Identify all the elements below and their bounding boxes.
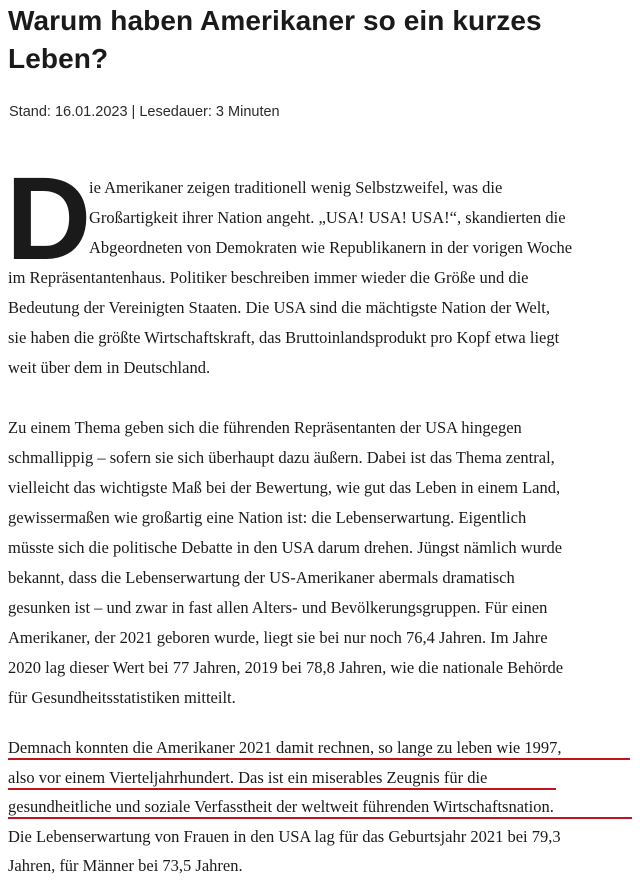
red-underline [8, 817, 632, 819]
text-line: für Gesundheitsstatistiken mitteilt. [8, 688, 236, 707]
text-line: bekannt, dass die Lebenserwartung der US-Amerikaner abermals dramatisch [8, 568, 515, 587]
article-headline [8, 2, 636, 78]
drop-cap: D [6, 153, 92, 285]
red-underline [8, 788, 556, 790]
text-line: gesunken ist – und zwar in fast allen Alters- und Bevölkerungsgruppen. Für einen [8, 598, 548, 617]
highlighted-line: gesundheitliche und soziale Verfasstheit der weltweit führenden Wirtschaftsnation. [8, 797, 554, 816]
highlighted-line: Demnach konnten die Amerikaner 2021 damit rechnen, so lange zu leben wie 1997, [8, 738, 562, 757]
text-line: schmallippig – sofern sie sich überhaupt dazu äußern. Dabei ist das Thema zentral, [8, 448, 555, 467]
text-line: Jahren, für Männer bei 73,5 Jahren. [8, 856, 243, 875]
text-line: Großartigkeit ihrer Nation angeht. „USA! USA! USA!“, skandierten die [89, 208, 566, 227]
highlighted-line: also vor einem Vierteljahrhundert. Das ist ein miserables Zeugnis für die [8, 768, 488, 787]
text-line: ie Amerikaner zeigen traditionell wenig Selbstzweifel, was die [89, 178, 503, 197]
headline-line-2: Leben? [8, 43, 109, 74]
red-underline [8, 758, 630, 760]
text-line: im Repräsentantenhaus. Politiker beschreiben immer wieder die Größe und die [8, 268, 529, 287]
text-line: Die Lebenserwartung von Frauen in den USA lag für das Geburtsjahr 2021 bei 79,3 [8, 827, 561, 846]
text-line: Abgeordneten von Demokraten wie Republikanern in der vorigen Woche [89, 238, 573, 257]
text-line: Zu einem Thema geben sich die führenden Repräsentanten der USA hingegen [8, 418, 522, 437]
text-line: Bedeutung der Vereinigten Staaten. Die USA sind die mächtigste Nation der Welt, [8, 298, 550, 317]
text-line: Amerikaner, der 2021 geboren wurde, liegt sie bei nur noch 76,4 Jahren. Im Jahre [8, 628, 548, 647]
article-meta: Stand: 16.01.2023 | Lesedauer: 3 Minuten [9, 104, 280, 120]
text-line: 2020 lag dieser Wert bei 77 Jahren, 2019 bei 78,8 Jahren, wie die nationale Behörde [8, 658, 564, 677]
text-line: vielleicht das wichtigste Maß bei der Bewertung, wie gut das Leben in einem Land, [8, 478, 561, 497]
text-line: sie haben die größte Wirtschaftskraft, das Bruttoinlandsprodukt pro Kopf etwa liegt [8, 328, 560, 347]
text-line: müsste sich die politische Debatte in den USA darum drehen. Jüngst nämlich wurde [8, 538, 563, 557]
text-line: gewissermaßen wie großartig eine Nation ist: die Lebenserwartung. Eigentlich [8, 508, 527, 527]
text-line: weit über dem in Deutschland. [8, 358, 211, 377]
headline-line-1: Warum haben Amerikaner so ein kurzes [8, 5, 542, 36]
